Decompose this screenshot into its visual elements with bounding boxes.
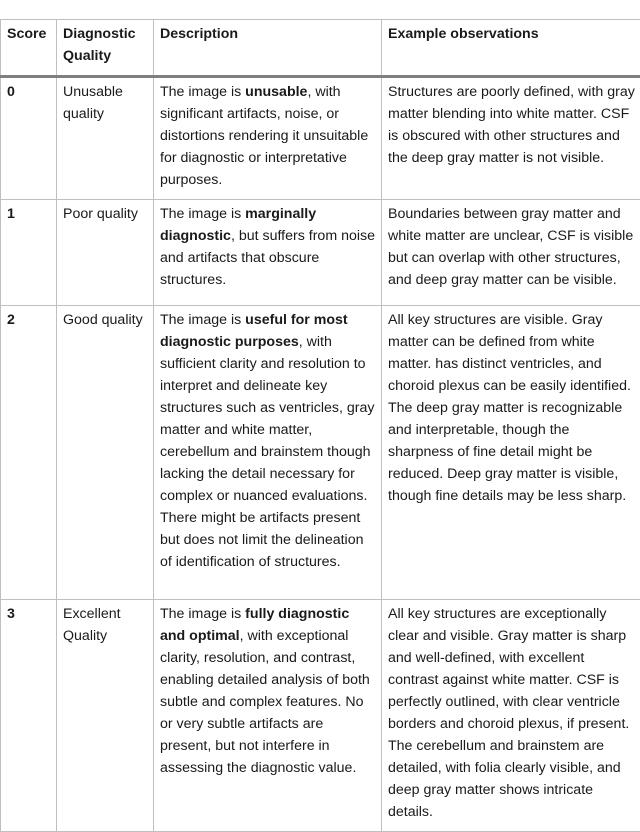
description-cell — [154, 77, 382, 200]
score-cell: 2 — [1, 306, 57, 600]
header-examples: Example observations — [382, 20, 640, 77]
description-prefix: The image is — [160, 206, 245, 222]
header-quality: Diagnostic Quality — [57, 20, 154, 77]
description-suffix: , but suffers from noise and artifacts that obscure structures. — [160, 228, 375, 288]
table-row — [1, 306, 640, 600]
quality-score-table — [0, 19, 640, 832]
description-cell — [154, 600, 382, 832]
description-prefix: The image is — [160, 84, 245, 100]
description-emphasis: fully diagnostic and optimal — [160, 606, 349, 644]
header-description: Description — [154, 20, 382, 77]
table-row — [1, 600, 640, 832]
score-cell: 3 — [1, 600, 57, 832]
header-score: Score — [1, 20, 57, 77]
score-cell: 0 — [1, 77, 57, 200]
example-cell: All key structures are visible. Gray matter can be defined from white matter. has distinct ventricles, and choroid plexus can be easily identified. The deep gray matter is recognizable and interpretable, though the sharpness of fine detail might be reduced. Deep gray matter is visible, though fine details may be less sharp. — [382, 306, 640, 600]
quality-cell: Poor quality — [57, 200, 154, 306]
example-cell: Structures are poorly defined, with gray matter blending into white matter. CSF is obscured with other structures and the deep gray matter is not visible. — [382, 77, 640, 200]
description-prefix: The image is — [160, 606, 245, 622]
example-cell: All key structures are exceptionally clear and visible. Gray matter is sharp and well-defined, with excellent contrast against white matter. CSF is perfectly outlined, with clear ventricle borders and choroid plexus, if present. The cerebellum and brainstem are detailed, with folia clearly visible, and deep gray matter shows intricate details. — [382, 600, 640, 832]
description-cell — [154, 200, 382, 306]
description-emphasis: useful for most diagnostic purposes — [160, 312, 348, 350]
description-emphasis: marginally diagnostic — [160, 206, 316, 244]
quality-cell: Good quality — [57, 306, 154, 600]
description-prefix: The image is — [160, 312, 245, 328]
table-row — [1, 200, 640, 306]
description-emphasis: unusable — [245, 84, 307, 100]
table-header-row — [1, 20, 640, 77]
table-row — [1, 77, 640, 200]
description-suffix: , with significant artifacts, noise, or distortions rendering it unsuitable for diagnostic or interpretative purposes. — [160, 84, 368, 188]
quality-cell: Unusable quality — [57, 77, 154, 200]
example-cell: Boundaries between gray matter and white matter are unclear, CSF is visible but can overlap with other structures, and deep gray matter can be visible. — [382, 200, 640, 306]
description-suffix: , with sufficient clarity and resolution to interpret and delineate key structures such as ventricles, gray matter and white matter, cerebellum and brainstem though lacking the detail necessary for complex or nuanced evaluations. There might be artifacts present but does not limit the delineation of identification of structures. — [160, 334, 374, 570]
description-suffix: , with exceptional clarity, resolution, and contrast, enabling detailed analysis of both subtle and complex features. No or very subtle artifacts are present, but not interfere in assessing the diagnostic value. — [160, 628, 370, 776]
quality-cell: Excellent Quality — [57, 600, 154, 832]
score-cell: 1 — [1, 200, 57, 306]
description-cell — [154, 306, 382, 600]
